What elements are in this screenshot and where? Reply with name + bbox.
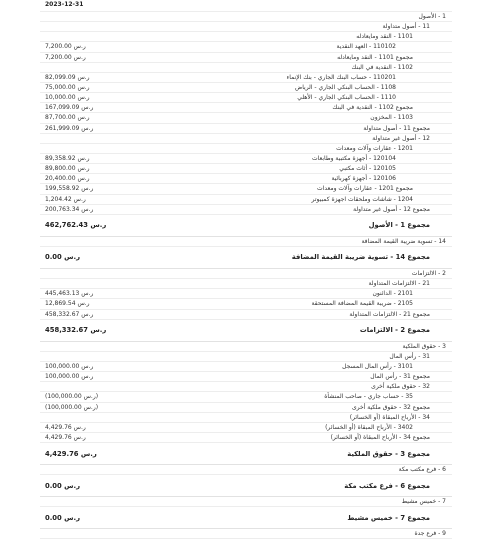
account-label: 110102 - العهد النقدية [336,43,396,51]
account-label: 1102 - النقدية في البنك [351,63,413,71]
account-label: 2101 - الدائنون [372,290,413,298]
subtotal-row [40,372,452,382]
account-label: 21 - الالتزامات المتداولة [368,280,430,288]
balance-sheet-report [40,0,452,539]
total-row [40,507,452,529]
subtotal-amount: (100,000.00 ر.س) [45,403,99,411]
account-row [40,154,452,164]
subtotal-row [40,310,452,320]
subtotal-amount: 100,000.00 ر.س [45,373,94,381]
account-amount: 20,400.00 ر.س [45,175,90,183]
total-label: مجموع 6 - فرع مكتب مكة [344,481,430,490]
account-label: 3402 - الأرباح المبقاة (أو الخسائر) [325,423,413,431]
account-label: 32 - حقوق ملكية أخرى [371,383,430,391]
account-label: 14 - تسوية ضريبة القيمة المضافة [361,237,446,245]
total-row [40,320,452,342]
account-section-header [40,465,452,475]
account-label: 120106 - أجهزة كهربائية [331,175,396,183]
account-label: 1108 - الحساب البنكي الجاري - الرياض [294,84,396,92]
account-group-header [40,279,452,289]
account-label: 110201 - حساب البنك الجاري - بنك الإنماء [286,73,396,81]
total-row [40,215,452,237]
account-label: 34 - الأرباح المبقاة (أو الخسائر) [349,413,430,421]
account-label: 1103 - المخزون [370,114,413,122]
account-group-header [40,382,452,392]
account-subgroup-header [40,63,452,73]
total-row [40,247,452,269]
report-header [40,0,452,12]
subtotal-amount: 200,763.34 ر.س [45,205,94,213]
subtotal-row [40,53,452,63]
account-amount: 445,463.13 ر.س [45,290,94,298]
account-label: 120104 - أجهزة مكتبية وطابعات [311,155,396,163]
subtotal-label: مجموع 32 - حقوق ملكية أخرى [351,403,430,411]
account-amount: 87,700.00 ر.س [45,114,90,122]
account-amount: 7,200.00 ر.س [45,43,86,51]
account-row [40,113,452,123]
subtotal-amount: 261,999.09 ر.س [45,124,94,132]
account-row [40,93,452,103]
account-amount: 4,429.76 ر.س [45,423,86,431]
account-label: 9 - فرع جدة [414,530,446,538]
total-amount: 4,429.76 ر.س [45,449,97,458]
account-row [40,392,452,402]
subtotal-row [40,433,452,443]
account-section-header [40,497,452,507]
account-row [40,164,452,174]
subtotal-label: مجموع 31 - رأس المال [370,373,430,381]
subtotal-row [40,184,452,194]
subtotal-row [40,103,452,113]
total-amount: 0.00 ر.س [45,253,81,262]
account-label: 1110 - الحساب البنكي الجاري - الأهلي [297,94,396,102]
total-label: مجموع 7 - خميس مشيط [347,513,430,522]
subtotal-row [40,403,452,413]
subtotal-label: مجموع 12 - أصول غير متداولة [353,205,430,213]
report-date: 2023-12-31 [45,1,84,8]
account-amount: 10,000.00 ر.س [45,94,90,102]
total-label: مجموع 14 - تسوية ضريبة القيمة المضافة [291,253,430,262]
account-label: 1101 - النقد ومايعادله [356,33,413,41]
account-row [40,299,452,309]
account-label: 31 - رأس المال [389,352,430,360]
total-row [40,443,452,465]
account-row [40,289,452,299]
total-amount: 0.00 ر.س [45,513,81,522]
subtotal-amount: 458,332.67 ر.س [45,310,94,318]
total-label: مجموع 1 - الأصول [368,221,430,230]
total-amount: 462,762.43 ر.س [45,221,107,230]
subtotal-label: مجموع 1102 - النقدية في البنك [332,104,413,112]
account-subgroup-header [40,144,452,154]
account-label: 2105 - ضريبة القيمة المضافة المستحقة [311,300,413,308]
subtotal-label: مجموع 1201 - عقارات وآلات ومعدات [317,185,413,193]
account-row [40,42,452,52]
account-amount: 75,000.00 ر.س [45,84,90,92]
account-amount: 89,358.92 ر.س [45,155,90,163]
account-section-header [40,269,452,279]
account-row [40,174,452,184]
account-amount: 89,800.00 ر.س [45,165,90,173]
total-label: مجموع 2 - الالتزامات [359,326,430,335]
subtotal-row [40,205,452,215]
subtotal-label: مجموع 21 - الالتزامات المتداولة [349,310,430,318]
account-subgroup-header [40,32,452,42]
total-amount: 458,332.67 ر.س [45,326,107,335]
account-group-header [40,22,452,32]
account-label: 1201 - عقارات وآلات ومعدات [336,144,413,152]
account-label: 35 - حساب جاري - صاحب المنشأة [324,393,413,401]
account-section-header [40,237,452,247]
subtotal-label: مجموع 34 - الأرباح المبقاة (أو الخسائر) [330,433,430,441]
account-section-header [40,529,452,539]
subtotal-label: مجموع 11 - أصول متداولة [363,124,430,132]
account-label: 6 - فرع مكتب مكة [398,466,446,474]
account-label: 11 - أصول متداولة [382,23,430,31]
account-group-header [40,352,452,362]
account-amount: (100,000.00 ر.س) [45,393,99,401]
subtotal-amount: 4,429.76 ر.س [45,433,86,441]
account-group-header [40,134,452,144]
account-section-header [40,12,452,22]
account-amount: 82,099.09 ر.س [45,73,90,81]
total-row [40,475,452,497]
account-amount: 1,204.42 ر.س [45,195,86,203]
account-amount: 12,869.54 ر.س [45,300,90,308]
account-group-header [40,413,452,423]
account-label: 2 - الالتزامات [411,270,446,278]
total-amount: 0.00 ر.س [45,481,81,490]
account-label: 120105 - أثاث مكتبي [339,165,396,173]
subtotal-amount: 167,099.09 ر.س [45,104,94,112]
account-label: 1 - الأصول [418,13,446,21]
account-label: 7 - خميس مشيط [401,498,446,506]
account-label: 3 - حقوق الملكية [402,342,446,350]
account-row [40,423,452,433]
account-section-header [40,342,452,352]
account-label: 12 - أصول غير متداولة [372,134,430,142]
account-label: 1204 - شاشات وملحقات اجهزة كمبيوتر [311,195,413,203]
account-row [40,73,452,83]
subtotal-label: مجموع 1101 - النقد ومايعادله [337,53,413,61]
total-label: مجموع 3 - حقوق الملكية [347,449,430,458]
account-amount: 100,000.00 ر.س [45,363,94,370]
account-row [40,83,452,93]
account-label: 3101 - رأس المال المسجل [342,363,413,370]
subtotal-amount: 199,558.92 ر.س [45,185,94,193]
subtotal-row [40,124,452,134]
subtotal-amount: 7,200.00 ر.س [45,53,86,61]
account-row [40,195,452,205]
account-row [40,362,452,372]
